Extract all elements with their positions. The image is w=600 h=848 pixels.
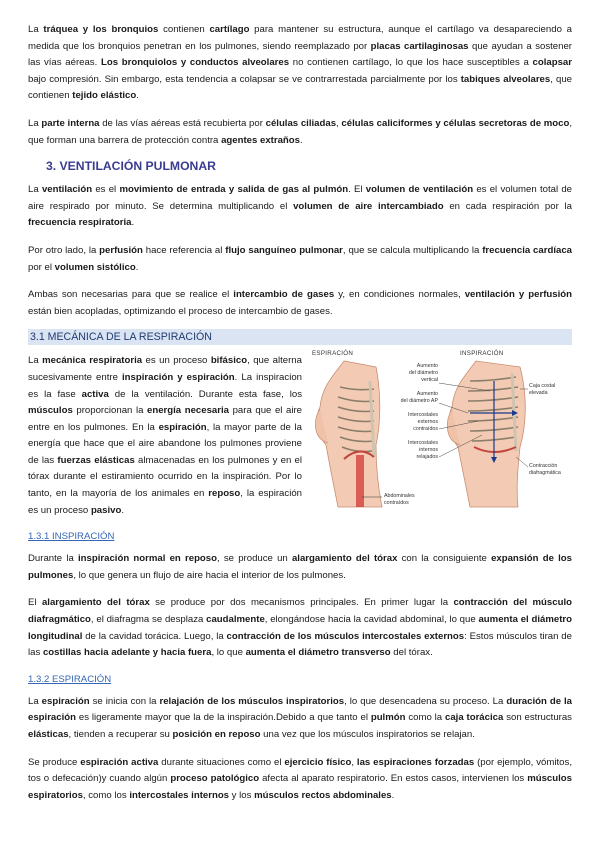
label-diametro-ap: Aumento	[416, 391, 438, 398]
svg-text:internos: internos	[419, 447, 438, 454]
bold-term: reposo	[208, 488, 241, 500]
bold-term: agentes extraños	[221, 134, 300, 146]
bold-term: alargamiento del tórax	[41, 597, 150, 609]
subheading-inspiracion: 1.3.1 INSPIRACIÓN	[28, 531, 115, 543]
bold-term: frecuencia cardíaca	[482, 244, 572, 256]
figure-title-inspiracion: INSPIRACIÓN	[460, 350, 504, 358]
bold-term: pulmón	[370, 712, 406, 724]
bold-term: relajación de los músculos inspiratorios	[159, 695, 345, 707]
bold-term: perfusión	[99, 244, 143, 256]
bold-term: frecuencia respiratoria	[28, 217, 132, 229]
bold-term: bifásico	[210, 355, 248, 367]
svg-text:del diámetro AP: del diámetro AP	[400, 398, 438, 405]
bold-term: músculos rectos abdominales	[254, 789, 392, 801]
breathing-illustration	[304, 347, 572, 523]
bold-term: músculos espiratorios	[28, 773, 572, 801]
bold-term: volumen sistólico	[54, 261, 136, 273]
bold-term: tejido elástico	[72, 90, 137, 102]
section-heading-ventilacion: 3. VENTILACIÓN PULMONAR	[46, 159, 216, 174]
bold-term: músculos	[28, 405, 73, 417]
bold-term: intercambio de gases	[233, 289, 335, 301]
bold-term: flujo sanguíneo pulmonar	[225, 244, 343, 256]
label-intercostales-internos: Intercostales	[407, 440, 438, 447]
bold-term: las espiraciones forzadas	[356, 756, 475, 768]
bold-term: placas cartilaginosas	[370, 40, 469, 52]
bold-term: espiración	[158, 421, 207, 433]
svg-text:vertical: vertical	[421, 377, 438, 384]
subsection-banner-mecanica: 3.1 MECÁNICA DE LA RESPIRACIÓN	[28, 329, 572, 345]
paragraph-airway-lining: La parte interna de las vías aéreas está recubierta por células ciliadas, células caliciformes y células secretoras de moco, que forman una barrera de protección contra agentes extraños.	[28, 117, 572, 146]
svg-text:contraídos: contraídos	[384, 500, 409, 507]
bold-term: colapsar	[532, 57, 572, 69]
label-caja-costal: Caja costal	[529, 383, 556, 390]
bold-term: aumenta el diámetro longitudinal	[28, 614, 572, 642]
bold-term: espiración activa	[80, 756, 159, 768]
torso-espiracion	[315, 361, 382, 507]
bold-term: parte interna	[41, 117, 100, 129]
svg-text:contraídos: contraídos	[413, 426, 438, 433]
paragraph-trachea: La tráquea y los bronquios contienen cartílago para mantener su estructura, aunque el cartílago va desapareciendo a medida que los bronquios penetran en los pulmones, siendo reemplazado por placas cartilaginosas que ayudan a sostener las vías aéreas. Los bronquiolos y conductos alveolares no contienen cartílago, lo que los hace susceptibles a colapsar bajo compresión. Sin embargo, esta tendencia a colapsar se ve contrarrestada parcialmente por los tabiques alveolares, que contienen tejido elástico.	[28, 24, 573, 102]
bold-term: energía necesaria	[147, 405, 229, 417]
bold-term: ventilación	[41, 184, 93, 196]
bold-term: posición en reposo	[172, 729, 261, 740]
paragraph-alargamiento-torax: El alargamiento del tórax se produce por dos mecanismos principales. En primer lugar la contracción del músculo diafragmático, el diafragma se desplaza caudalmente, elongándose hacia la cavidad abdominal, lo que aumenta el diámetro longitudinal de la cavidad torácica. Luego, la contracción de los músculos intercostales externos: Estos músculos tiran de las costillas hacia adelante y hacia fuera, lo que aumenta el diámetro transverso del tórax.	[28, 597, 572, 659]
bold-term: cartílago	[209, 24, 250, 35]
bold-term: volumen de ventilación	[365, 184, 474, 196]
figure-title-espiracion: ESPIRACIÓN	[312, 350, 354, 358]
bold-term: inspiración y espiración	[122, 371, 235, 383]
paragraph-perfusion: Por otro lado, la perfusión hace referencia al flujo sanguíneo pulmonar, que se calcula multiplicando la frecuencia cardíaca por el volumen sistólico.	[28, 244, 572, 273]
bold-term: células caliciformes y células secretoras de moco	[341, 117, 570, 129]
subheading-espiracion: 1.3.2 ESPIRACIÓN	[28, 673, 112, 685]
svg-text:externos: externos	[417, 419, 438, 426]
mechanics-row	[28, 350, 572, 519]
paragraph-intercambio: Ambas son necesarias para que se realice el intercambio de gases y, en condiciones normales, ventilación y perfusión están bien acopladas, optimizando el proceso de intercambio de gases.	[28, 289, 572, 317]
bold-term: tabiques alveolares	[460, 73, 551, 85]
bold-term: contracción de los músculos intercostales externos	[226, 630, 465, 642]
paragraph-inspiracion-reposo: Durante la inspiración normal en reposo, se produce un alargamiento del tórax con la consiguiente expansión de los pulmones, lo que genera un flujo de aire hacia el interior de los pulmones.	[28, 553, 572, 581]
bold-term: caja torácica	[444, 712, 504, 724]
bold-term: alargamiento del tórax	[291, 553, 398, 565]
bold-term: pasivo	[90, 504, 122, 516]
bold-term: costillas hacia adelante y hacia fuera	[42, 647, 212, 659]
bold-term: elásticas	[28, 729, 69, 740]
label-abdominales: Abdominales	[384, 493, 415, 500]
bold-term: contracción del músculo diafragmático	[28, 597, 572, 626]
svg-text:del diámetro: del diámetro	[408, 370, 438, 377]
breathing-figure	[304, 347, 572, 517]
svg-text:elevada: elevada	[529, 390, 548, 397]
bold-term: mecánica respiratoria	[42, 355, 143, 367]
bold-term: aumenta el diámetro transverso	[245, 647, 391, 659]
bold-term: inspiración normal en reposo	[78, 553, 217, 565]
svg-text:relajados: relajados	[416, 454, 438, 461]
bold-term: células ciliadas	[265, 117, 337, 129]
bold-term: fuerzas elásticas	[57, 454, 135, 466]
label-diametro-vertical: Aumento	[416, 363, 438, 370]
bold-term: tráquea y los bronquios	[43, 24, 159, 35]
bold-term: duración de la espiración	[28, 695, 573, 724]
bold-term: ventilación y perfusión	[464, 289, 572, 301]
paragraph-espiracion: La espiración se inicia con la relajación de los músculos inspiratorios, lo que desencadena su proceso. La duración de la espiración es ligeramente mayor que la de la inspiración.Debido a que tanto el pulmón como la caja torácica son estructuras elásticas, tienden a recuperar su posición en reposo una vez que los músculos inspiratorios se relajan.	[28, 695, 573, 740]
bold-term: ejercicio físico	[284, 756, 352, 768]
bold-term: expansión de los pulmones	[28, 553, 572, 581]
torso-inspiracion	[447, 361, 525, 507]
bold-term: espiración	[41, 695, 90, 707]
bold-term: proceso patológico	[170, 773, 260, 785]
bold-term: caudalmente	[206, 614, 265, 626]
label-intercostales-externos: Intercostales	[407, 412, 438, 419]
label-contraccion-diafragmatica: Contracción	[529, 463, 558, 470]
bold-term: activa	[81, 388, 109, 400]
svg-text:diafragmática: diafragmática	[529, 470, 561, 477]
document-page	[28, 22, 572, 804]
bold-term: Los bronquiolos y conductos alveolares	[100, 57, 290, 69]
paragraph-espiracion-activa: Se produce espiración activa durante situaciones como el ejercicio físico, las espiraciones forzadas (por ejemplo, vómitos, tos o defecación)y cuando algún proceso patológico afecta al aparato respiratorio. En estos casos, intervienen los músculos espiratorios, como los intercostales internos y los músculos rectos abdominales.	[28, 756, 572, 801]
bold-term: movimiento de entrada y salida de gas al pulmón	[119, 184, 349, 196]
bold-term: intercostales internos	[129, 789, 230, 801]
bold-term: volumen de aire intercambiado	[293, 200, 444, 212]
paragraph-mecanica: La mecánica respiratoria es un proceso bifásico, que alterna sucesivamente entre inspiración y espiración. La inspiracion es la fase activa de la ventilación. Durante esta fase, los músculos proporcionan la energía necesaria para que el aire entre en los pulmones. En la espiración, la mayor parte de la energía que hace que el aire abandone los pulmones proviene de las fuerzas elásticas almacenadas en los pulmones y en el tórax durante el estiramiento ocurrido en la inspiración. Por lo tanto, en la mayoría de los animales en reposo, la espiración es un proceso pasivo.	[28, 355, 303, 516]
paragraph-ventilacion: La ventilación es el movimiento de entrada y salida de gas al pulmón. El volumen de ventilación es el volumen total de aire respirado por minuto. Se determina multiplicando el volumen de aire intercambiado en cada respiración por la frecuencia respiratoria.	[28, 184, 573, 229]
